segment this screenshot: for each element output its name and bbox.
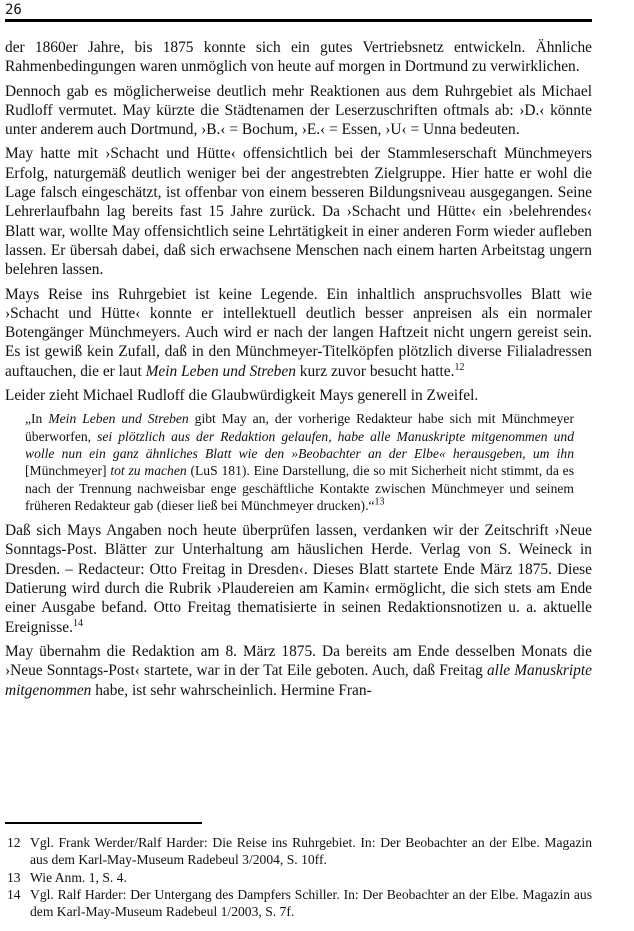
paragraph <box>5 285 592 381</box>
footnote-reference[interactable]: 14 <box>72 617 83 629</box>
page-number: 26 <box>5 2 22 18</box>
paragraph <box>5 82 592 140</box>
italic-text: Mein Leben und Streben <box>145 362 296 380</box>
italic-text: Mein Leben und Streben <box>48 411 189 427</box>
footnote-text: Wie Anm. 1, S. 4. <box>30 869 127 885</box>
text-run: gibt May an, der vorherige Redakteur habe sich mit Münchmeyer überworfen, <box>25 411 574 444</box>
italic-text: tot zu machen <box>110 463 187 479</box>
text-run: [Münchmeyer] <box>25 463 111 479</box>
text-run: May übernahm die Redaktion am 8. März 1875. Da bereits am Ende desselben Monats die ›Neue Sonntags-Post‹ startete, war in der Tat Eile geboten. Auch, daß Freitag <box>5 642 592 680</box>
footnote-reference[interactable]: 12 <box>454 361 465 373</box>
text-run: Mays Reise ins Ruhrgebiet ist keine Legende. Ein inhaltlich anspruchsvolles Blatt wie ›Schacht und Hütte‹ konnte er intellektuell deutlich besser anpreisen als ein normaler Botengänger Münchmeyers. Auch wird er nach der langen Haftzeit nicht ungern gereist sein. Es ist gewiß kein Zufall, daß in den Münchmeyer-Titelköpfen plötzlich diverse Filialadressen auftauchen, die er laut <box>5 285 592 380</box>
footnote-number: 14 <box>7 886 21 902</box>
body-text <box>5 38 592 705</box>
text-run: kurz zuvor besucht hatte. <box>295 362 455 380</box>
footnotes <box>5 834 592 920</box>
footnote <box>5 834 592 869</box>
paragraph <box>5 642 592 700</box>
footnote-reference[interactable]: 13 <box>374 496 385 508</box>
italic-text: alle Manuskripte mitgenommen <box>5 662 592 699</box>
paragraph <box>5 521 592 637</box>
footnote <box>5 869 592 886</box>
text-run: der 1860er Jahre, bis 1875 konnte sich ein gutes Vertriebsnetz entwickeln. Ähnliche Rahmenbedingungen waren unmöglich von heute auf morgen in Dortmund zu verwirklichen. <box>5 39 592 76</box>
header-rule <box>5 19 592 22</box>
text-run: Dennoch gab es möglicherweise deutlich mehr Reaktionen aus dem Ruhrgebiet als Michael Rudloff vermutet. May kürzte die Städtenamen der Leserzuschriften oftmals ab: ›D.‹ könnte unter anderem auch Dortmund, ›B.‹ = Bochum, ›E.‹ = Essen, ›U‹ = Unna bedeuten. <box>5 82 592 139</box>
footnote-separator <box>5 822 202 824</box>
paragraph <box>5 38 592 77</box>
paragraph <box>5 144 592 279</box>
text-run: May hatte mit ›Schacht und Hütte‹ offensichtlich bei der Stammleserschaft Münchmeyers Erfolg, naturgemäß deutlich weniger bei der angestrebten Zielgruppe. Hier hatte er wohl die Lage falsch eingeschätzt, ist offenbar von einem besseren Bildungsniveau ausgegangen. Seine Lehrerlaufbahn lag bereits fast 15 Jahre zurück. Da ›Schacht und Hütte‹ ein ›belehrendes‹ Blatt war, wollte May offensichtlich seine Lehrtätigkeit in einer anderen Form wieder aufleben lassen. Er übersah dabei, daß sich erwachsene Menschen nach einem harten Arbeitstag ungern belehren lassen. <box>5 145 592 279</box>
block-quote <box>25 410 574 514</box>
text-run: Daß sich Mays Angaben noch heute überprüfen lassen, verdanken wir der Zeitschrift ›Neue Sonntags-Post. Blätter zur Unterhaltung am häuslichen Herde. Verlag von S. Weineck in Dresden. – Redacteur: Otto Freitag in Dresden‹. Dieses Blatt startete Ende März 1875. Diese Datierung wird durch die Rubrik ›Plaudereien am Kamin‹ ermöglicht, die sich stets am Ende einer Ausgabe befand. Otto Freitag thematisierte in seinen Redaktionsnotizen u. a. aktuelle Ereignisse. <box>5 522 592 636</box>
footnote-text: Vgl. Ralf Harder: Der Untergang des Dampfers Schiller. In: Der Beobachter an der Elbe. Magazin aus dem Karl-May-Museum Radebeul 1/2003, S. 7f. <box>30 886 592 920</box>
italic-text: sei plötzlich aus der Redaktion gelaufen, habe alle Manuskripte mitgenommen und wolle nun ein ganz ähnliches Blatt wie den »Beobachter an der Elbe« herausgeben, um ihn <box>25 428 575 461</box>
footnote <box>5 886 592 921</box>
text-run: „In <box>25 411 49 427</box>
text-run: habe, ist sehr wahrscheinlich. Hermine Fran- <box>91 681 372 699</box>
text-run: (LuS 181). Eine Darstellung, die so mit Sicherheit nicht stimmt, da es nach der Trennung nachweisbar enge geschäftliche Kontakte zwischen Münchmeyer und seinem früheren Redakteur gab (dieser ließ bei Münchmeyer drucken).“ <box>25 463 574 513</box>
paragraph <box>5 386 592 405</box>
text-run: Leider zieht Michael Rudloff die Glaubwürdigkeit Mays generell in Zweifel. <box>5 387 479 405</box>
footnote-text: Vgl. Frank Werder/Ralf Harder: Die Reise ins Ruhrgebiet. In: Der Beobachter an der Elbe. Magazin aus dem Karl-May-Museum Radebeul 3/2004, S. 10ff. <box>30 835 592 868</box>
footnote-number: 13 <box>7 869 21 885</box>
footnote-number: 12 <box>7 835 21 850</box>
